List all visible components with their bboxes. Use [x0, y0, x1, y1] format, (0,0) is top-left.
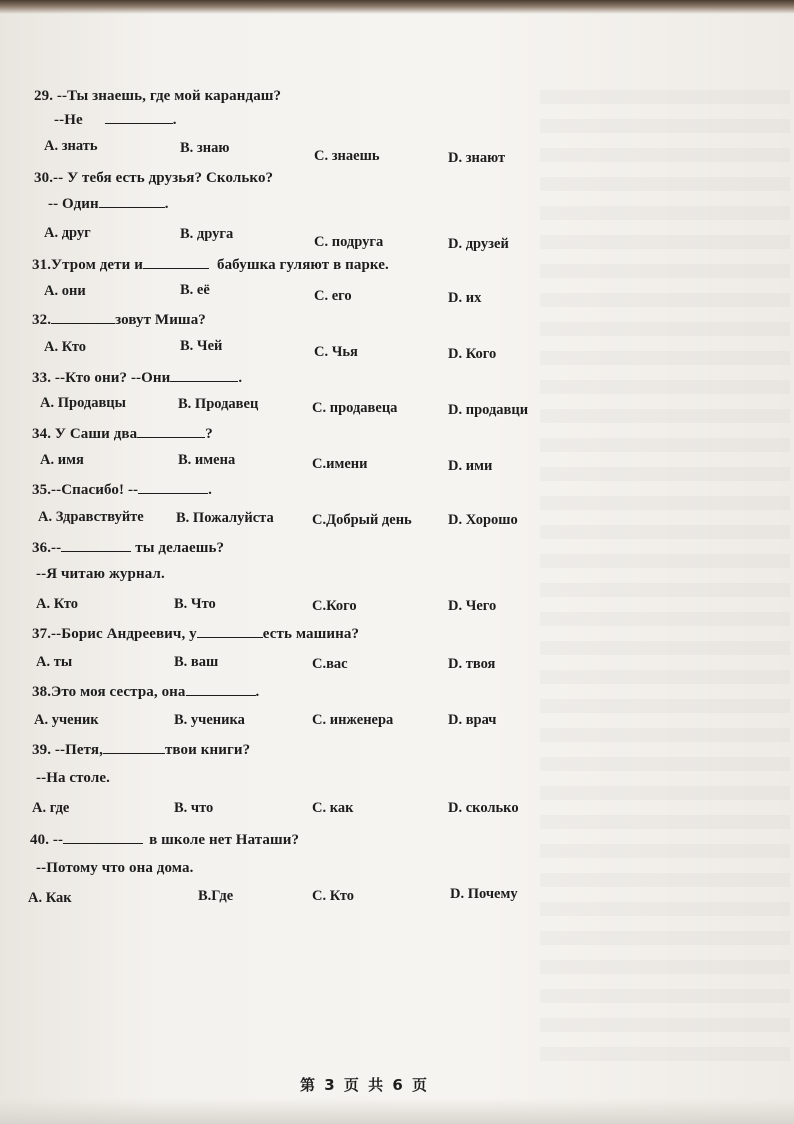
option-b[interactable]: B. друга — [180, 226, 234, 242]
question-38 — [32, 682, 259, 701]
option-a[interactable]: A. друг — [44, 225, 91, 241]
answer-blank[interactable] — [51, 310, 115, 324]
question-text-before-blank: 36.-- — [32, 540, 62, 556]
option-b[interactable]: B. Продавец — [178, 396, 259, 412]
question-text-after-blank: . — [255, 684, 260, 700]
answer-blank[interactable] — [99, 194, 165, 208]
option-c[interactable]: C. знаешь — [314, 148, 380, 164]
option-d[interactable]: D. их — [448, 290, 482, 306]
question-40 — [30, 830, 299, 849]
option-b[interactable]: B. Пожалуйста — [176, 510, 274, 526]
option-a[interactable]: A. имя — [40, 452, 84, 468]
question-text-after-blank: зовут Миша? — [115, 312, 206, 328]
option-c[interactable]: C. как — [312, 800, 354, 816]
option-c[interactable]: C. его — [314, 288, 352, 304]
question-text-after-blank: ты делаешь? — [135, 540, 225, 556]
option-c[interactable]: C. продавеца — [312, 400, 398, 416]
option-d[interactable]: D. Чего — [448, 598, 497, 614]
answer-blank[interactable] — [186, 682, 256, 696]
option-a[interactable]: A. знать — [44, 138, 98, 154]
answer-blank[interactable] — [138, 480, 208, 494]
question-36-reply: --Я читаю журнал. — [36, 566, 165, 582]
question-text-after-blank: ? — [205, 426, 213, 442]
option-a[interactable]: A. ученик — [34, 712, 99, 728]
answer-blank[interactable] — [137, 424, 205, 438]
question-31 — [32, 255, 389, 274]
question-text-after-blank: бабушка гуляют в парке. — [216, 257, 389, 273]
option-c[interactable]: C.Добрый день — [312, 512, 412, 528]
answer-line-suffix: . — [172, 112, 177, 128]
option-d[interactable]: D. Почему — [450, 886, 518, 902]
answer-line-prefix: -- Один — [48, 196, 99, 212]
option-d[interactable]: D. Хорошо — [448, 512, 518, 528]
option-c[interactable]: C.вас — [312, 656, 348, 672]
option-a[interactable]: A. Как — [28, 890, 72, 906]
option-b[interactable]: B. Чей — [180, 338, 223, 354]
question-text-before-blank: 34. У Саши два — [32, 426, 138, 442]
question-29-answer-line — [54, 110, 177, 129]
question-35 — [32, 480, 212, 499]
question-text-before-blank: 39. --Петя, — [32, 742, 103, 758]
answer-blank[interactable] — [61, 538, 131, 552]
question-text-after-blank: в школе нет Наташи? — [149, 832, 300, 848]
page-bottom-edge — [0, 1098, 794, 1124]
option-b[interactable]: B. ученика — [174, 712, 245, 728]
option-b[interactable]: B. знаю — [180, 140, 230, 156]
question-32 — [32, 310, 206, 329]
question-text: 30.-- У тебя есть друзья? Сколько? — [34, 170, 274, 186]
question-text-after-blank: . — [238, 370, 243, 386]
question-text-after-blank: твои книги? — [164, 742, 251, 758]
option-b[interactable]: B. Что — [174, 596, 216, 612]
question-39 — [32, 740, 250, 759]
question-40-reply: --Потому что она дома. — [36, 860, 194, 876]
option-d[interactable]: D. ими — [448, 458, 493, 474]
question-text-before-blank: 32. — [32, 312, 52, 328]
option-d[interactable]: D. друзей — [448, 236, 509, 252]
answer-blank[interactable] — [170, 368, 238, 382]
answer-blank[interactable] — [63, 830, 143, 844]
option-a[interactable]: A. где — [32, 800, 70, 816]
option-c[interactable]: C. Чья — [314, 344, 358, 360]
question-text: 29. --Ты знаешь, где мой карандаш? — [34, 88, 282, 104]
option-c[interactable]: C.имени — [312, 456, 368, 472]
question-text-before-blank: 35.--Спасибо! -- — [32, 482, 139, 498]
answer-blank[interactable] — [103, 740, 165, 754]
question-text-before-blank: 40. -- — [30, 832, 64, 848]
option-a[interactable]: A. Здравствуйте — [38, 509, 144, 525]
question-36 — [32, 538, 224, 557]
question-text-before-blank: 37.--Борис Андреевич, у — [32, 626, 197, 642]
option-b[interactable]: B. что — [174, 800, 214, 816]
answer-line-suffix: . — [164, 196, 169, 212]
question-34 — [32, 424, 213, 443]
answer-blank[interactable] — [105, 110, 173, 124]
option-b[interactable]: B. имена — [178, 452, 236, 468]
option-c[interactable]: C. подруга — [314, 234, 384, 250]
question-text-after-blank: есть машина? — [262, 626, 360, 642]
option-d[interactable]: D. врач — [448, 712, 497, 728]
answer-blank[interactable] — [197, 624, 263, 638]
question-33 — [32, 368, 242, 387]
option-b[interactable]: B.Где — [198, 888, 234, 904]
question-30-answer-line — [48, 194, 169, 213]
question-37 — [32, 624, 359, 643]
option-c[interactable]: C.Кого — [312, 598, 357, 614]
option-a[interactable]: A. Продавцы — [40, 395, 126, 411]
page-number: 第 3 页 共 6 页 — [300, 1076, 429, 1094]
option-d[interactable]: D. Кого — [448, 346, 497, 362]
answer-line-prefix: --Не — [54, 112, 83, 128]
option-d[interactable]: D. продавци — [448, 402, 529, 418]
option-a[interactable]: A. они — [44, 283, 86, 299]
page-top-edge — [0, 0, 794, 14]
option-a[interactable]: A. Кто — [36, 596, 79, 612]
option-a[interactable]: A. ты — [36, 654, 73, 670]
question-text-after-blank: . — [208, 482, 213, 498]
option-d[interactable]: D. сколько — [448, 800, 519, 816]
answer-blank[interactable] — [143, 255, 209, 269]
option-d[interactable]: D. твоя — [448, 656, 496, 672]
option-c[interactable]: C. Кто — [312, 888, 355, 904]
option-d[interactable]: D. знают — [448, 150, 506, 166]
question-29 — [34, 88, 281, 105]
question-text-before-blank: 38.Это моя сестра, она — [32, 684, 186, 700]
bleed-through-text — [540, 90, 790, 1070]
question-39-reply: --На столе. — [36, 770, 110, 786]
question-text-before-blank: 33. --Кто они? --Они — [32, 370, 171, 386]
question-text-before-blank: 31.Утром дети и — [32, 257, 143, 273]
option-b[interactable]: B. её — [180, 282, 210, 298]
option-c[interactable]: C. инженера — [312, 712, 394, 728]
question-30 — [34, 170, 273, 187]
option-b[interactable]: B. ваш — [174, 654, 219, 670]
option-a[interactable]: A. Кто — [44, 339, 87, 355]
